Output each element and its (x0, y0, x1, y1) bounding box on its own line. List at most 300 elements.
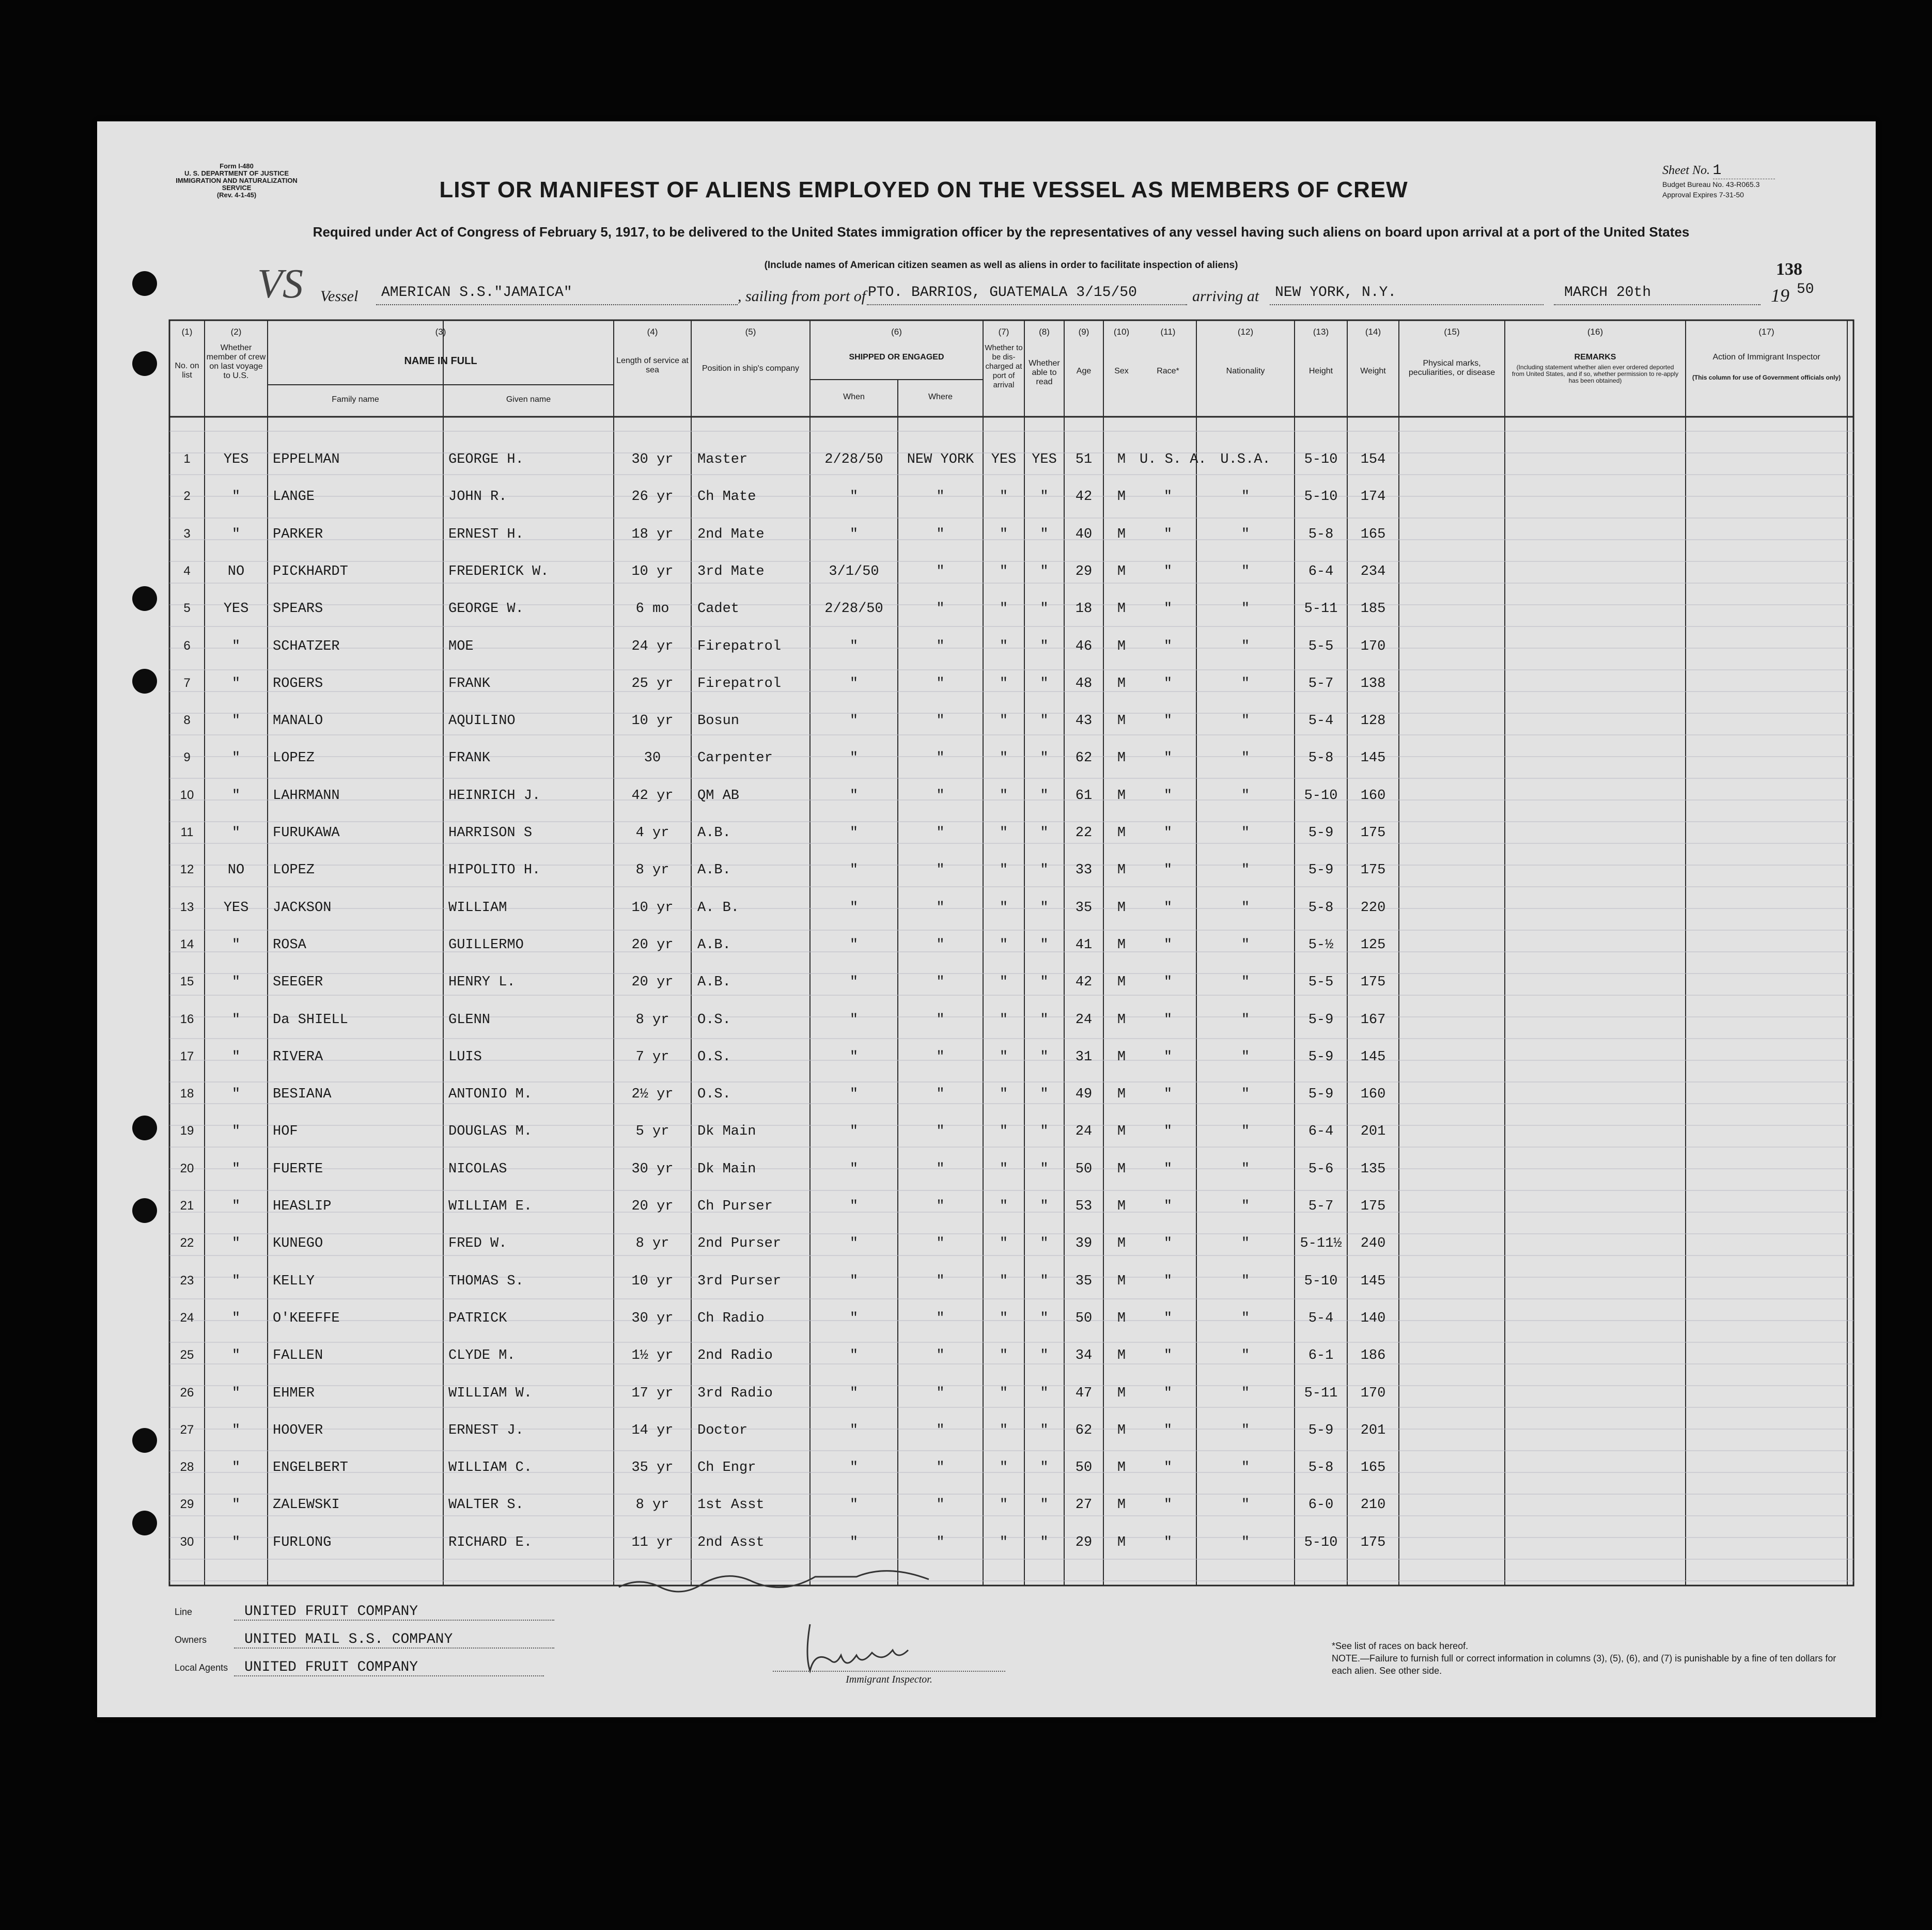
height: 5-8 (1308, 1460, 1334, 1476)
weight: 160 (1360, 1087, 1386, 1102)
weight: 135 (1360, 1162, 1386, 1177)
race: " (1163, 1162, 1173, 1177)
shipped-when: " (849, 639, 859, 654)
family-name: EPPELMAN (273, 452, 340, 467)
footnotes (1332, 1640, 1859, 1677)
sheet-info (1662, 163, 1859, 200)
discharged: " (999, 900, 1008, 916)
family-name: SEEGER (273, 975, 323, 990)
row-number: 20 (180, 1162, 194, 1175)
discharged: " (999, 1087, 1008, 1102)
height: 5-10 (1304, 788, 1338, 804)
header-physical-marks: Physical marks, peculiarities, or disease (1408, 359, 1495, 377)
age: 53 (1075, 1199, 1093, 1214)
length-of-service: 17 yr (631, 1386, 674, 1401)
discharged: " (999, 527, 1008, 542)
sex: M (1117, 1460, 1126, 1476)
footer-local-agents (175, 1659, 544, 1676)
age: 46 (1075, 639, 1093, 654)
nationality: " (1241, 1236, 1250, 1251)
length-of-service: 20 yr (631, 975, 674, 990)
weight: 240 (1360, 1236, 1386, 1251)
inspector-label: Immigrant Inspector. (773, 1671, 1005, 1686)
sex: M (1117, 676, 1126, 692)
crew-last-voyage: " (231, 937, 241, 953)
family-name: EHMER (273, 1386, 315, 1401)
height: 5-7 (1308, 1199, 1334, 1214)
row-number: 21 (180, 1199, 194, 1213)
length-of-service: 2½ yr (631, 1087, 674, 1102)
sex: M (1117, 1049, 1126, 1065)
footer-line (175, 1604, 554, 1621)
column-number: (13) (1313, 327, 1329, 337)
shipped-where: " (936, 1274, 945, 1289)
shipped-when: " (849, 825, 859, 841)
header-nationality: Nationality (1226, 367, 1265, 375)
position: Ch Purser (697, 1199, 773, 1214)
age: 29 (1075, 564, 1093, 579)
sex: M (1117, 1124, 1126, 1139)
nationality: " (1241, 825, 1250, 841)
able-to-read: " (1040, 1274, 1049, 1289)
column-number: (14) (1365, 327, 1381, 337)
family-name: HEASLIP (273, 1199, 332, 1214)
header-action-sub: (This column for use of Government officials only) (1692, 374, 1841, 381)
crew-last-voyage: NO (227, 564, 245, 579)
able-to-read: " (1040, 601, 1049, 617)
able-to-read: " (1040, 1386, 1049, 1401)
sex: M (1117, 489, 1126, 505)
shipped-when: " (849, 527, 859, 542)
shipped-when: " (849, 1311, 859, 1326)
nationality: " (1241, 1274, 1250, 1289)
family-name: FURUKAWA (273, 825, 340, 841)
given-name: FRANK (448, 676, 491, 692)
row-number: 3 (183, 527, 191, 541)
discharged: YES (991, 452, 1017, 467)
age: 43 (1075, 713, 1093, 729)
column-number: (10) (1113, 327, 1130, 337)
row-number: 4 (183, 564, 191, 578)
shipped-where: NEW YORK (907, 452, 974, 467)
length-of-service: 5 yr (635, 1124, 669, 1139)
row-number: 11 (180, 825, 194, 839)
crew-last-voyage: " (231, 1423, 241, 1438)
weight: 167 (1360, 1012, 1386, 1028)
position: O.S. (697, 1012, 731, 1028)
able-to-read: " (1040, 1460, 1049, 1476)
family-name: LOPEZ (273, 862, 315, 878)
weight: 128 (1360, 713, 1386, 729)
race: " (1163, 900, 1173, 916)
vessel-name: AMERICAN S.S."JAMAICA" (381, 285, 572, 301)
race: " (1163, 639, 1173, 654)
sex: M (1117, 1199, 1126, 1214)
given-name: HARRISON S (448, 825, 533, 841)
height: 5-10 (1304, 1274, 1338, 1289)
sex: M (1117, 1311, 1126, 1326)
weight: 140 (1360, 1311, 1386, 1326)
shipped-when: " (849, 862, 859, 878)
given-name: LUIS (448, 1049, 482, 1065)
header-family-name: Family name (332, 395, 379, 404)
shipped-when: " (849, 489, 859, 505)
length-of-service: 25 yr (631, 676, 674, 692)
row-number: 7 (183, 676, 191, 690)
shipped-where: " (936, 1423, 945, 1438)
age: 62 (1075, 750, 1093, 766)
given-name: GLENN (448, 1012, 491, 1028)
weight: 234 (1360, 564, 1386, 579)
position: 2nd Asst (697, 1535, 765, 1550)
discharged: " (999, 1535, 1008, 1550)
able-to-read: " (1040, 1311, 1049, 1326)
shipped-where: " (936, 1535, 945, 1550)
position: 2nd Purser (697, 1236, 782, 1251)
given-name: GEORGE W. (448, 601, 524, 617)
nationality: " (1241, 1535, 1250, 1550)
height: 6-4 (1308, 1124, 1334, 1139)
row-number: 29 (180, 1497, 194, 1511)
nationality: " (1241, 1162, 1250, 1177)
able-to-read: " (1040, 900, 1049, 916)
shipped-where: " (936, 527, 945, 542)
family-name: ZALEWSKI (273, 1497, 340, 1513)
discharged: " (999, 1311, 1008, 1326)
weight: 145 (1360, 1274, 1386, 1289)
punch-hole (132, 1428, 157, 1453)
able-to-read: " (1040, 1087, 1049, 1102)
family-name: HOF (273, 1124, 298, 1139)
discharged: " (999, 713, 1008, 729)
row-number: 18 (180, 1087, 194, 1101)
form-department: U. S. DEPARTMENT OF JUSTICE (184, 169, 289, 177)
shipped-where: " (936, 1460, 945, 1476)
row-number: 1 (183, 452, 191, 466)
weight: 165 (1360, 527, 1386, 542)
shipped-when: 2/28/50 (824, 452, 883, 467)
crew-last-voyage: " (231, 1049, 241, 1065)
height: 5-11 (1304, 601, 1338, 617)
row-number: 22 (180, 1236, 194, 1250)
sex: M (1117, 937, 1126, 953)
length-of-service: 26 yr (631, 489, 674, 505)
family-name: SPEARS (273, 601, 323, 617)
crew-last-voyage: " (231, 1386, 241, 1401)
age: 50 (1075, 1162, 1093, 1177)
crew-last-voyage: YES (223, 601, 249, 617)
weight: 175 (1360, 975, 1386, 990)
vessel-line (138, 281, 1843, 312)
shipped-when: " (849, 1460, 859, 1476)
position: Dk Main (697, 1124, 756, 1139)
height: 5-5 (1308, 639, 1334, 654)
shipped-where: " (936, 900, 945, 916)
position: A. B. (697, 900, 740, 916)
able-to-read: " (1040, 1535, 1049, 1550)
nationality: " (1241, 1012, 1250, 1028)
punch-hole (132, 1116, 157, 1140)
race: " (1163, 1049, 1173, 1065)
length-of-service: 6 mo (635, 601, 669, 617)
discharged: " (999, 825, 1008, 841)
race: " (1163, 825, 1173, 841)
age: 48 (1075, 676, 1093, 692)
approval-expiry: Approval Expires 7-31-50 (1662, 191, 1744, 199)
weight: 125 (1360, 937, 1386, 953)
row-number: 27 (180, 1423, 194, 1437)
crew-last-voyage: " (231, 1012, 241, 1028)
discharged: " (999, 862, 1008, 878)
header-age: Age (1076, 367, 1092, 375)
length-of-service: 1½ yr (631, 1348, 674, 1363)
nationality: " (1241, 1497, 1250, 1513)
race: " (1163, 1311, 1173, 1326)
family-name: FURLONG (273, 1535, 332, 1550)
sex: M (1117, 900, 1126, 916)
shipped-when: " (849, 1199, 859, 1214)
nationality: " (1241, 937, 1250, 953)
shipped-when: " (849, 1124, 859, 1139)
height: 5-8 (1308, 900, 1334, 916)
shipped-where: " (936, 1124, 945, 1139)
length-of-service: 24 yr (631, 639, 674, 654)
position: A.B. (697, 825, 731, 841)
given-name: CLYDE M. (448, 1348, 516, 1363)
race: " (1163, 862, 1173, 878)
height: 5-4 (1308, 713, 1334, 729)
crew-last-voyage: " (231, 1199, 241, 1214)
position: O.S. (697, 1087, 731, 1102)
race: " (1163, 1087, 1173, 1102)
shipped-where: " (936, 862, 945, 878)
weight: 170 (1360, 639, 1386, 654)
age: 61 (1075, 788, 1093, 804)
family-name: KUNEGO (273, 1236, 323, 1251)
crew-last-voyage: " (231, 788, 241, 804)
height: 5-9 (1308, 1049, 1334, 1065)
row-number: 9 (183, 750, 191, 764)
column-number: (15) (1444, 327, 1460, 337)
crew-last-voyage: " (231, 1087, 241, 1102)
arriving-label: arriving at (1192, 288, 1259, 305)
race: " (1163, 1535, 1173, 1550)
discharged: " (999, 1124, 1008, 1139)
race-note: *See list of races on back hereof. (1332, 1641, 1469, 1651)
race: " (1163, 788, 1173, 804)
discharged: " (999, 1274, 1008, 1289)
height: 5-10 (1304, 452, 1338, 467)
handwritten-mark: VS (257, 261, 303, 307)
height: 5-9 (1308, 1423, 1334, 1438)
row-number: 15 (180, 975, 194, 988)
header-able-to-read: Whether able to read (1029, 359, 1060, 386)
shipped-when: " (849, 1049, 859, 1065)
position: 3rd Purser (697, 1274, 782, 1289)
age: 49 (1075, 1087, 1093, 1102)
able-to-read: " (1040, 527, 1049, 542)
sheet-number-label: Sheet No. (1662, 164, 1710, 177)
weight: 174 (1360, 489, 1386, 505)
length-of-service: 14 yr (631, 1423, 674, 1438)
crew-last-voyage: " (231, 750, 241, 766)
age: 27 (1075, 1497, 1093, 1513)
family-name: HOOVER (273, 1423, 323, 1438)
header-action-inspector: Action of Immigrant Inspector (1712, 353, 1820, 362)
header-remarks: REMARKS (1574, 353, 1616, 362)
shipped-where: " (936, 676, 945, 692)
position: Carpenter (697, 750, 773, 766)
header-discharged: Whether to be dis-charged at port of arrival (985, 343, 1023, 389)
arrival-year: 50 (1797, 281, 1814, 297)
family-name: ROGERS (273, 676, 323, 692)
shipped-where: " (936, 1087, 945, 1102)
shipped-where: " (936, 1311, 945, 1326)
family-name: ENGELBERT (273, 1460, 348, 1476)
age: 29 (1075, 1535, 1093, 1550)
shipped-where: " (936, 1236, 945, 1251)
able-to-read: " (1040, 788, 1049, 804)
able-to-read: " (1040, 564, 1049, 579)
given-name: MOE (448, 639, 474, 654)
column-number: (4) (647, 327, 658, 337)
form-service: IMMIGRATION AND NATURALIZATION SERVICE (176, 177, 298, 192)
row-number: 19 (180, 1124, 194, 1138)
arrival-port: NEW YORK, N.Y. (1275, 285, 1397, 301)
given-name: ERNEST H. (448, 527, 524, 542)
position: Firepatrol (697, 639, 782, 654)
nationality: U.S.A. (1220, 452, 1271, 467)
legal-requirement-text: Required under Act of Congress of February 5, 1917, to be delivered to the United States immigration officer by the representatives of any vessel having such aliens on board upon arrival at a port of the United States (313, 224, 1690, 240)
header-where: Where (928, 393, 953, 401)
shipped-when: " (849, 1012, 859, 1028)
race: " (1163, 1012, 1173, 1028)
punch-hole (132, 1511, 157, 1535)
shipped-where: " (936, 937, 945, 953)
weight: 165 (1360, 1460, 1386, 1476)
manifest-sheet (97, 121, 1876, 1717)
sex: M (1117, 1348, 1126, 1363)
able-to-read: " (1040, 1049, 1049, 1065)
age: 47 (1075, 1386, 1093, 1401)
document-title: LIST OR MANIFEST OF ALIENS EMPLOYED ON THE VESSEL AS MEMBERS OF CREW (439, 177, 1408, 202)
penalty-note: NOTE.—Failure to furnish full or correct information in columns (3), (5), (6), and (7) is punishable by a fine of ten dollars for each alien. See other side. (1332, 1653, 1836, 1676)
punch-hole (132, 351, 157, 376)
length-of-service: 20 yr (631, 937, 674, 953)
row-number: 16 (180, 1012, 194, 1026)
shipped-when: " (849, 937, 859, 953)
family-name: SCHATZER (273, 639, 340, 654)
nationality: " (1241, 750, 1250, 766)
length-of-service: 7 yr (635, 1049, 669, 1065)
nationality: " (1241, 1423, 1250, 1438)
position: Doctor (697, 1423, 748, 1438)
height: 5-½ (1308, 937, 1334, 953)
crew-last-voyage: " (231, 975, 241, 990)
able-to-read: " (1040, 862, 1049, 878)
given-name: WILLIAM (448, 900, 507, 916)
nationality: " (1241, 564, 1250, 579)
shipped-when: " (849, 788, 859, 804)
crew-last-voyage: " (231, 1162, 241, 1177)
discharged: " (999, 1199, 1008, 1214)
family-name: FALLEN (273, 1348, 323, 1363)
able-to-read: " (1040, 1124, 1049, 1139)
sex: M (1117, 1274, 1126, 1289)
height: 6-1 (1308, 1348, 1334, 1363)
owners-label: Owners (175, 1635, 207, 1645)
family-name: MANALO (273, 713, 323, 729)
row-number: 14 (180, 937, 194, 951)
age: 35 (1075, 900, 1093, 916)
crew-last-voyage: " (231, 489, 241, 505)
weight: 201 (1360, 1423, 1386, 1438)
shipped-when: 2/28/50 (824, 601, 883, 617)
able-to-read: " (1040, 1012, 1049, 1028)
discharged: " (999, 1386, 1008, 1401)
nationality: " (1241, 1311, 1250, 1326)
race: " (1163, 564, 1173, 579)
height: 6-0 (1308, 1497, 1334, 1513)
header-length-of-service: Length of service at sea (616, 356, 689, 374)
height: 5-8 (1308, 527, 1334, 542)
position: Ch Engr (697, 1460, 756, 1476)
sex: M (1117, 452, 1126, 467)
age: 24 (1075, 1012, 1093, 1028)
shipped-where: " (936, 1199, 945, 1214)
nationality: " (1241, 601, 1250, 617)
given-name: AQUILINO (448, 713, 516, 729)
position: Firepatrol (697, 676, 782, 692)
nationality: " (1241, 527, 1250, 542)
sex: M (1117, 1535, 1126, 1550)
family-name: PARKER (273, 527, 323, 542)
shipped-when: " (849, 676, 859, 692)
crew-last-voyage: " (231, 1497, 241, 1513)
race: " (1163, 1124, 1173, 1139)
race: " (1163, 527, 1173, 542)
race: " (1163, 489, 1173, 505)
age: 50 (1075, 1460, 1093, 1476)
discharged: " (999, 1348, 1008, 1363)
given-name: FRANK (448, 750, 491, 766)
given-name: WILLIAM W. (448, 1386, 533, 1401)
nationality: " (1241, 489, 1250, 505)
shipped-when: " (849, 1087, 859, 1102)
shipped-where: " (936, 1348, 945, 1363)
sex: M (1117, 975, 1126, 990)
weight: 145 (1360, 1049, 1386, 1065)
row-number: 12 (180, 862, 194, 876)
punch-hole (132, 669, 157, 694)
age: 33 (1075, 862, 1093, 878)
sex: M (1117, 1386, 1126, 1401)
weight: 154 (1360, 452, 1386, 467)
family-name: PICKHARDT (273, 564, 348, 579)
length-of-service: 42 yr (631, 788, 674, 804)
age: 24 (1075, 1124, 1093, 1139)
given-name: WALTER S. (448, 1497, 524, 1513)
length-of-service: 8 yr (635, 1497, 669, 1513)
family-name: KELLY (273, 1274, 315, 1289)
weight: 138 (1360, 676, 1386, 692)
age: 39 (1075, 1236, 1093, 1251)
row-number: 24 (180, 1311, 194, 1325)
nationality: " (1241, 639, 1250, 654)
agents-value: UNITED FRUIT COMPANY (234, 1659, 544, 1676)
column-number: (8) (1039, 327, 1050, 337)
shipped-where: " (936, 564, 945, 579)
